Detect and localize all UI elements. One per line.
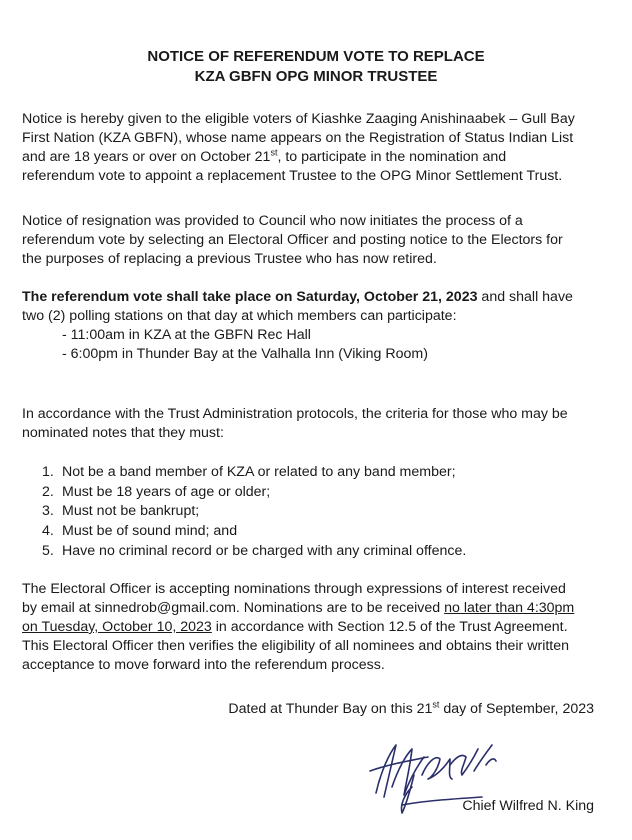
criteria-item xyxy=(42,522,466,542)
resignation-line-3: the purposes of replacing a previous Trustee who has now retired. xyxy=(22,251,437,267)
intro-line-2: First Nation (KZA GBFN), whose name appears on the Registration of Status Indian List xyxy=(22,130,574,146)
resignation-line-2: referendum vote by selecting an Electoral Officer and posting notice to the Electors for xyxy=(22,232,563,248)
intro-line-4: referendum vote to appoint a replacement Trustee to the OPG Minor Settlement Trust. xyxy=(22,168,563,184)
criteria-intro-line-2: nominated notes that they must: xyxy=(22,425,224,441)
intro-line-3 xyxy=(22,148,612,167)
criteria-number: 5. xyxy=(42,542,54,559)
criteria-intro-paragraph xyxy=(22,405,612,443)
ordinal-suffix: st xyxy=(270,147,278,158)
nominations-line-5: acceptance to move forward into the referendum process. xyxy=(22,657,385,673)
nominations-line-1: The Electoral Officer is accepting nominations through expressions of interest received xyxy=(22,581,566,597)
criteria-number: 3. xyxy=(42,503,54,520)
resignation-paragraph xyxy=(22,212,612,269)
nominations-line-2-a: by email at sinnedrob@gmail.com. Nominations are to be received xyxy=(22,600,445,616)
criteria-intro-line-1: In accordance with the Trust Administration protocols, the criteria for those who may be xyxy=(22,406,568,422)
vote-date-paragraph xyxy=(22,288,612,326)
dated-b: day of September, 2023 xyxy=(439,701,594,717)
polling-station-item: - 11:00am in KZA at the GBFN Rec Hall xyxy=(62,327,311,343)
notice-title xyxy=(0,47,632,87)
criteria-text: Must not be bankrupt; xyxy=(62,503,200,520)
title-line-2: KZA GBFN OPG MINOR TRUSTEE xyxy=(194,68,438,85)
deadline-date-underlined: on Tuesday, October 10, 2023 xyxy=(22,619,212,635)
criteria-text: Have no criminal record or be charged with any criminal offence. xyxy=(62,542,467,559)
dated-a: Dated at Thunder Bay on this 21 xyxy=(228,701,433,717)
criteria-number: 2. xyxy=(42,483,54,500)
vote-date-bold: The referendum vote shall take place on Saturday, October 21, 2023 xyxy=(22,289,478,305)
criteria-list xyxy=(42,463,466,562)
nominations-paragraph xyxy=(22,580,612,675)
vote-date-line-2: two (2) polling stations on that day at which members can participate: xyxy=(22,308,457,324)
criteria-item xyxy=(42,463,466,483)
intro-line-1: Notice is hereby given to the eligible voters of Kiashke Zaaging Anishinaabek – Gull Bay xyxy=(22,111,575,127)
criteria-text: Must be of sound mind; and xyxy=(62,523,238,540)
criteria-number: 1. xyxy=(42,464,54,480)
criteria-item xyxy=(42,502,466,522)
nominations-line-3 xyxy=(22,618,612,637)
criteria-number: 4. xyxy=(42,523,54,540)
dated-ordinal-suffix: st xyxy=(432,699,440,710)
dated-line xyxy=(228,700,594,719)
nominations-line-4: This Electoral Officer then verifies the eligibility of all nominees and obtains their written xyxy=(22,638,570,654)
title-line-1: NOTICE OF REFERENDUM VOTE TO REPLACE xyxy=(147,48,485,65)
criteria-text: Must be 18 years of age or older; xyxy=(62,483,271,500)
resignation-line-1: Notice of resignation was provided to Council who now initiates the process of a xyxy=(22,213,523,229)
nominations-line-3-b: in accordance with Section 12.5 of the Trust Agreement. xyxy=(211,619,568,635)
criteria-text: Not be a band member of KZA or related to any band member; xyxy=(62,464,456,480)
intro-line-3-a: and are 18 years or over on October 21 xyxy=(22,149,271,165)
vote-date-line-1 xyxy=(22,288,612,307)
nominations-line-2 xyxy=(22,599,612,618)
intro-paragraph xyxy=(22,110,612,186)
criteria-item xyxy=(42,483,466,503)
vote-date-rest: and shall have xyxy=(477,289,573,305)
polling-stations-list xyxy=(62,326,428,364)
intro-line-3-b: , to participate in the nomination and xyxy=(277,149,507,165)
signer-name: Chief Wilfred N. King xyxy=(462,798,594,814)
deadline-underlined: no later than 4:30pm xyxy=(444,600,575,616)
polling-station-item: - 6:00pm in Thunder Bay at the Valhalla Inn (Viking Room) xyxy=(62,346,428,362)
criteria-item xyxy=(42,542,466,562)
